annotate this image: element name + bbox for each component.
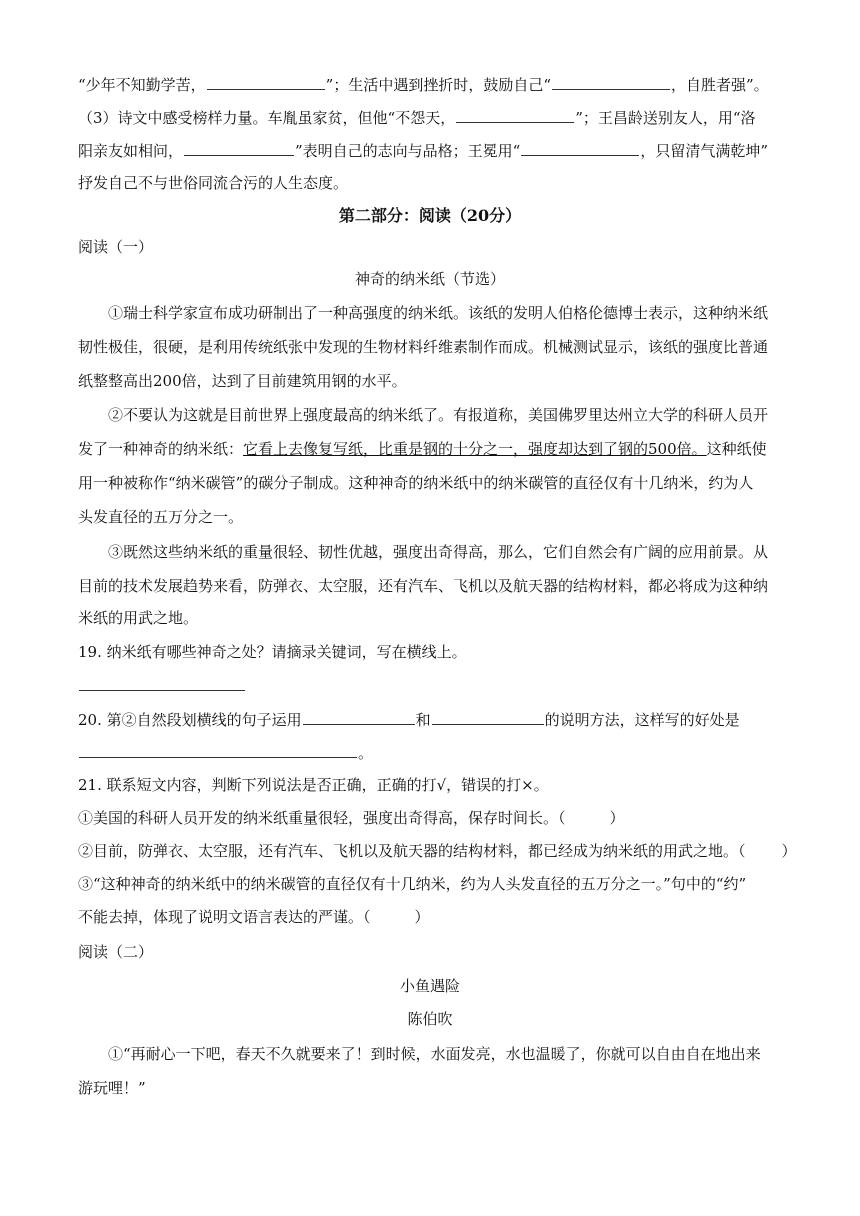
reading1-p2-line3: 用一种被称作“纳米碳管”的碳分子制成。这种神奇的纳米纸中的纳米碳管的直径仅有十几纳米，约为人: [78, 474, 754, 492]
reading1-title: 神奇的纳米纸（节选）: [354, 270, 505, 288]
text: ”表明自己的志向与品格；王冕用“: [295, 142, 521, 160]
text: 发了一种神奇的纳米纸：: [78, 440, 244, 458]
answer-blank[interactable]: [79, 674, 245, 691]
text: ）: [414, 908, 430, 926]
question-21: 21. 联系短文内容，判断下列说法是否正确，正确的打√，错误的打×。: [78, 776, 549, 794]
reading1-p1-line1: ①瑞士科学家宣布成功研制出了一种高强度的纳米纸。该纸的发明人伯格伦德博士表示，这种纳米纸: [108, 304, 769, 322]
text: 的说明方法，这样写的好处是: [544, 711, 740, 729]
reading1-p2-line2: [78, 438, 782, 460]
reading2-title: 小鱼遇险: [399, 977, 460, 995]
reading1-p1-line2: 韧性极佳，很硬，是利用传统纸张中发现的生物材料纤维素制作而成。机械测试显示，该纸的强度比普通: [78, 338, 769, 356]
text: 不能去掉，体现了说明文语言表达的严谨。（: [78, 908, 371, 926]
text: ②目前，防弹衣、太空服，还有汽车、飞机以及航天器的结构材料，都已经成为纳米纸的用武之地。（: [78, 842, 746, 860]
top-line-4: [78, 172, 782, 194]
question-20: [78, 708, 782, 731]
reading2-author: 陈伯吹: [407, 1010, 453, 1028]
text: （3）诗文中感受榜样力量。车胤虽家贫，但他“不怨天，: [78, 109, 456, 127]
q20-answer-line: [78, 741, 782, 764]
reading1-p2-line4: 头发直径的五万分之一。: [78, 508, 244, 526]
text: ，只留清气满乾坤”: [640, 142, 769, 160]
q21-item-3-cont: [78, 906, 782, 928]
top-line-1: [78, 73, 782, 96]
answer-blank[interactable]: [79, 741, 357, 758]
text: “少年不知勤学苦，: [78, 76, 206, 94]
text: ，自胜者强”。: [671, 76, 769, 94]
text: 抒发自己不与世俗同流合污的人生态度。: [78, 174, 349, 192]
answer-blank[interactable]: [207, 73, 325, 90]
text: 。: [358, 744, 374, 762]
reading1-label: 阅读（一）: [78, 238, 154, 256]
text: ）: [609, 809, 625, 827]
reading2-label: 阅读（二）: [78, 943, 154, 961]
answer-blank[interactable]: [184, 139, 294, 156]
reading1-p3-line3: 米纸的用武之地。: [78, 609, 199, 627]
text: 和: [415, 711, 431, 729]
text: 20. 第②自然段划横线的句子运用: [78, 711, 302, 729]
reading2-p1-line2: 游玩哩！”: [78, 1079, 146, 1097]
text: ”；王昌龄送别友人，用“洛: [575, 109, 756, 127]
top-line-3: [78, 139, 782, 162]
answer-blank[interactable]: [552, 73, 670, 90]
reading1-p2-line1: ②不要认为这就是目前世界上强度最高的纳米纸了。有报道称，美国佛罗里达州立大学的科研人员开: [108, 406, 769, 424]
text: ）: [781, 842, 797, 860]
text: ①美国的科研人员开发的纳米纸重量很轻，强度出奇得高，保存时间长。（: [78, 809, 566, 827]
reading1-p3-line2: 目前的技术发展趋势来看，防弹衣、太空服，还有汽车、飞机以及航天器的结构材料，都必将成为这种纳: [78, 577, 769, 595]
text: ”；生活中遇到挫折时，鼓励自己“: [325, 76, 552, 94]
reading1-p1-line3: 纸整整高出200倍，达到了目前建筑用钢的水平。: [78, 372, 407, 390]
q21-item-1: [78, 807, 782, 829]
text: 阳亲友如相问，: [78, 142, 184, 160]
answer-blank[interactable]: [456, 106, 574, 123]
underlined-sentence: 它看上去像复写纸，比重是钢的十分之一，强度却达到了钢的500倍。: [243, 440, 707, 458]
answer-blank[interactable]: [303, 708, 415, 725]
part-title: 第二部分：阅读（20分）: [338, 206, 522, 225]
answer-blank[interactable]: [521, 139, 639, 156]
answer-blank[interactable]: [432, 708, 544, 725]
text: 这种纸使: [706, 440, 767, 458]
q19-answer-line: [78, 674, 782, 697]
reading1-p3-line1: ③既然这些纳米纸的重量很轻、韧性优越，强度出奇得高，那么，它们自然会有广阔的应用前景。从: [108, 543, 769, 561]
reading2-p1-line1: ①“再耐心一下吧，春天不久就要来了！到时候，水面发亮，水也温暖了，你就可以自由自在地出来: [108, 1045, 761, 1063]
top-line-2: [78, 106, 782, 129]
question-19: 19. 纳米纸有哪些神奇之处？请摘录关键词，写在横线上。: [78, 643, 467, 661]
q21-item-2: [78, 840, 797, 862]
q21-item-3: ③“这种神奇的纳米纸中的纳米碳管的直径仅有十几纳米，约为人头发直径的五万分之一。”句中的“约”: [78, 875, 747, 893]
